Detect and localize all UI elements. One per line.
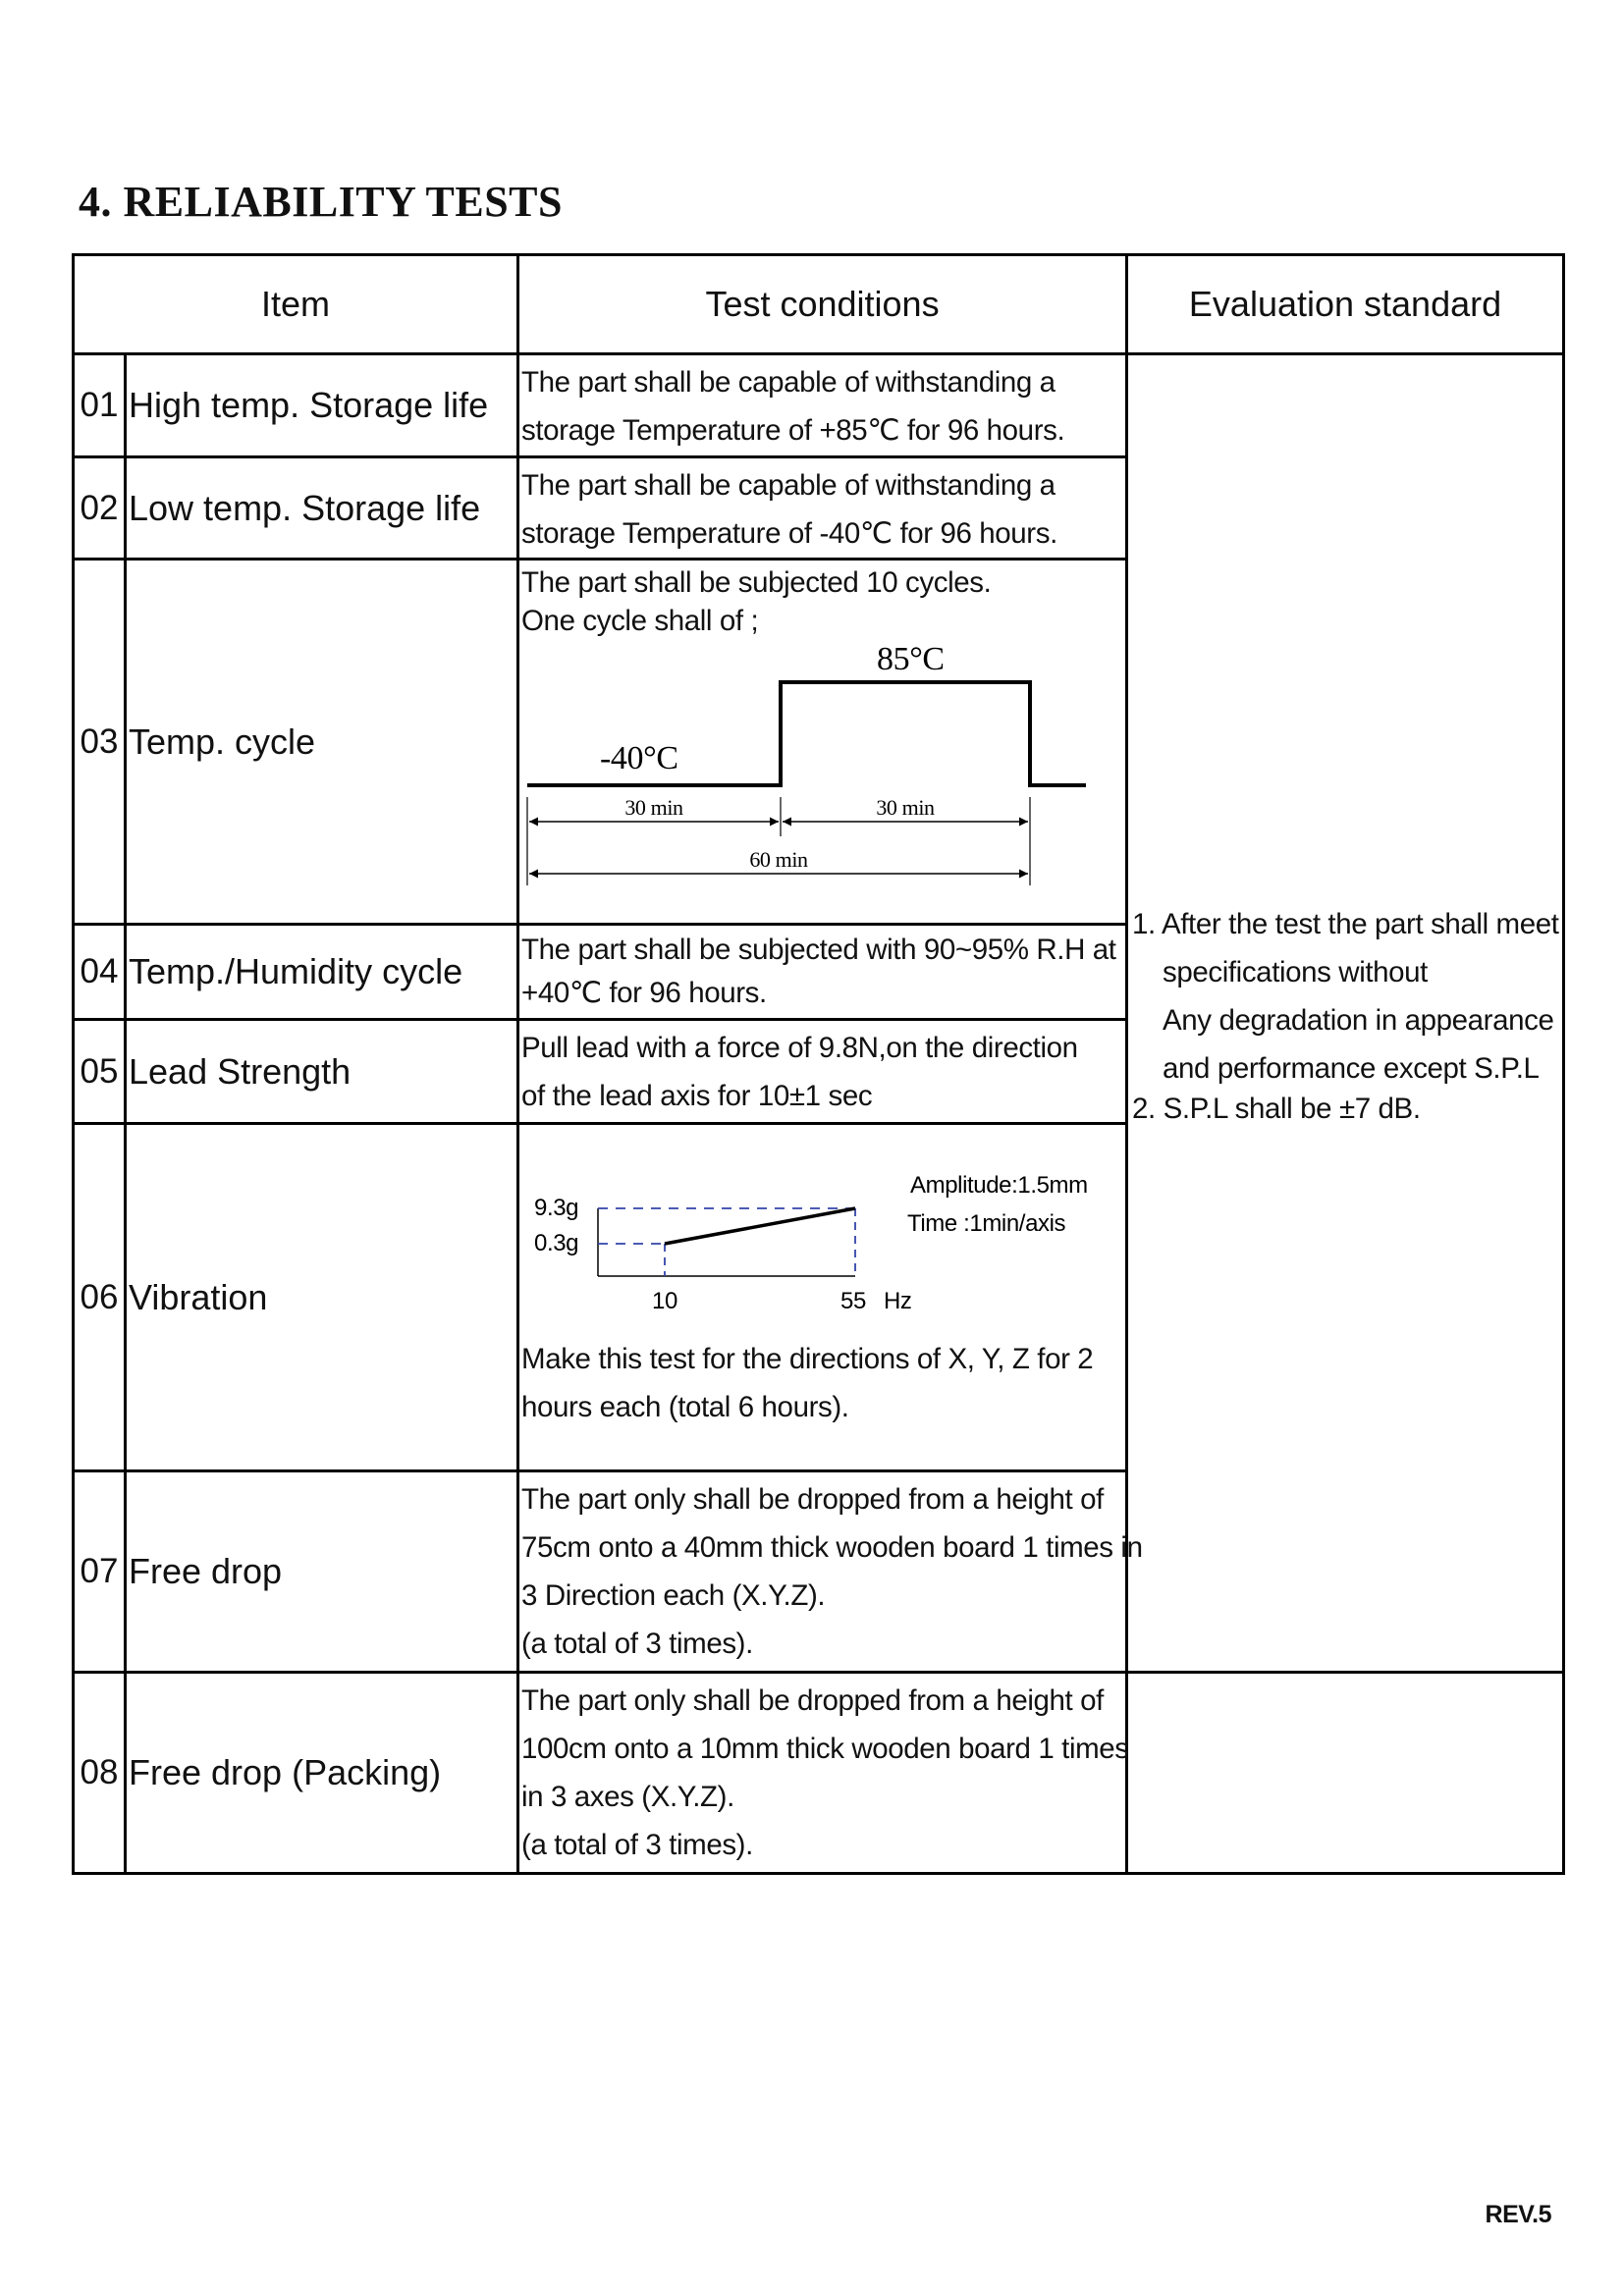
condition-line: 100cm onto a 10mm thick wooden board 1 times [521, 1733, 1129, 1765]
high-temp-label: 85°C [877, 641, 945, 677]
evaluation-line: 1. After the test the part shall meet [1132, 908, 1559, 940]
y-low-label: 0.3g [534, 1230, 579, 1256]
evaluation-line: specifications without [1163, 956, 1428, 988]
evaluation-cell-empty [1127, 1673, 1564, 1874]
condition-line: 3 Direction each (X.Y.Z). [521, 1579, 826, 1612]
condition-line: The part shall be subjected with 90~95% R.H at [521, 934, 1116, 966]
condition-line: One cycle shall of ; [521, 605, 759, 637]
low-temp-label: -40°C [600, 740, 678, 776]
condition-line: (a total of 3 times). [521, 1628, 753, 1660]
low-duration-label: 30 min [624, 795, 683, 820]
condition-line: Make this test for the directions of X, Y, Z for 2 [521, 1343, 1094, 1375]
x-low-label: 10 [652, 1288, 677, 1314]
row-item-name: Temp./Humidity cycle [126, 925, 518, 1020]
row-item-name: Temp. cycle [126, 560, 518, 925]
table-row [74, 1673, 1564, 1874]
condition-line: The part shall be subjected 10 cycles. [521, 566, 992, 599]
condition-line: in 3 axes (X.Y.Z). [521, 1781, 734, 1813]
condition-line: storage Temperature of +85℃ for 96 hours. [521, 414, 1065, 447]
condition-line: Pull lead with a force of 9.8N,on the direction [521, 1032, 1078, 1064]
time-label: Time :1min/axis [907, 1210, 1066, 1237]
condition-line: 75cm onto a 40mm thick wooden board 1 times in [521, 1531, 1143, 1564]
condition-line: of the lead axis for 10±1 sec [521, 1080, 873, 1112]
evaluation-cell [1127, 354, 1564, 1673]
row-conditions [518, 1673, 1127, 1874]
vibration-diagram [521, 1164, 1120, 1321]
high-duration-label: 30 min [876, 795, 935, 820]
row-conditions [518, 1471, 1143, 1673]
row-number: 04 [74, 925, 126, 1020]
row-item-name: Vibration [126, 1124, 518, 1471]
row-conditions [518, 1124, 1127, 1471]
evaluation-line: 2. S.P.L shall be ±7 dB. [1132, 1093, 1421, 1125]
y-high-label: 9.3g [534, 1195, 579, 1221]
row-conditions [518, 925, 1127, 1020]
header-evaluation-standard: Evaluation standard [1127, 255, 1564, 354]
x-unit-label: Hz [884, 1288, 912, 1314]
row-item-name: Free drop (Packing) [126, 1673, 518, 1874]
table-header-row [74, 255, 1564, 354]
row-item-name: Free drop [126, 1471, 518, 1673]
row-number: 01 [74, 354, 126, 457]
evaluation-line: Any degradation in appearance [1163, 1004, 1554, 1037]
revision-label: REV.5 [1485, 2201, 1551, 2228]
row-conditions [518, 354, 1127, 457]
row-number: 07 [74, 1471, 126, 1673]
row-conditions [518, 457, 1127, 560]
amplitude-label: Amplitude:1.5mm [910, 1172, 1088, 1199]
reliability-table [72, 253, 1565, 1875]
total-duration-label: 60 min [749, 847, 808, 872]
table-row [74, 354, 1564, 457]
x-high-label: 55 [840, 1288, 866, 1314]
row-number: 02 [74, 457, 126, 560]
row-conditions [518, 560, 1127, 925]
condition-line: +40℃ for 96 hours. [521, 977, 767, 1009]
temp-cycle-diagram [521, 640, 1110, 905]
row-number: 06 [74, 1124, 126, 1471]
header-item: Item [74, 255, 518, 354]
condition-line: (a total of 3 times). [521, 1829, 753, 1861]
condition-line: The part shall be capable of withstanding a [521, 469, 1056, 502]
row-item-name: Low temp. Storage life [126, 457, 518, 560]
page-heading: 4. RELIABILITY TESTS [79, 178, 563, 226]
row-item-name: High temp. Storage life [126, 354, 518, 457]
header-test-conditions: Test conditions [518, 255, 1127, 354]
vibration-sweep-line [665, 1208, 855, 1244]
row-item-name: Lead Strength [126, 1020, 518, 1124]
condition-line: The part shall be capable of withstanding a [521, 366, 1056, 399]
row-number: 08 [74, 1673, 126, 1874]
row-number: 05 [74, 1020, 126, 1124]
condition-line: hours each (total 6 hours). [521, 1391, 849, 1423]
row-number: 03 [74, 560, 126, 925]
condition-line: The part only shall be dropped from a height of [521, 1483, 1104, 1516]
evaluation-line: and performance except S.P.L [1163, 1052, 1540, 1085]
row-conditions [518, 1020, 1127, 1124]
condition-line: The part only shall be dropped from a height of [521, 1684, 1104, 1717]
condition-line: storage Temperature of -40℃ for 96 hours. [521, 517, 1057, 550]
